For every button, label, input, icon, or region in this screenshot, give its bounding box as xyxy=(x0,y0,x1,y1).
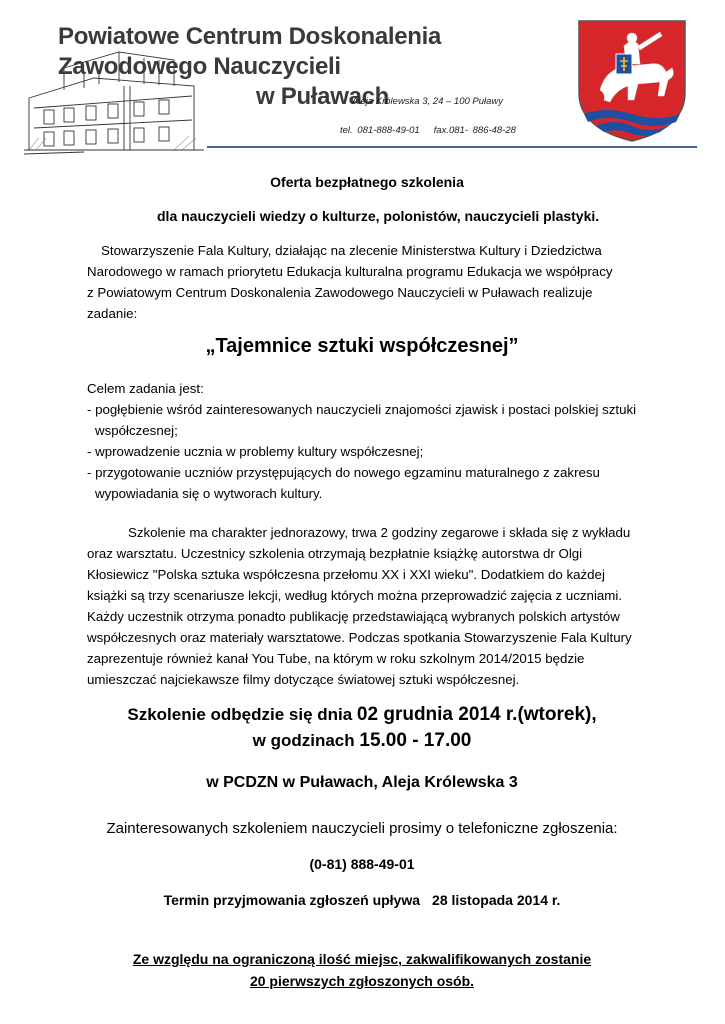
note-line: Ze względu na ograniczoną ilość miejsc, zakwalifikowanych zostanie xyxy=(132,951,592,967)
goals-list xyxy=(87,378,647,504)
description-line: współczesnych oraz materiały warsztatowe. Podczas spotkania Stowarzyszenie Fala Kultury xyxy=(87,630,632,645)
goal-item-continuation: współczesnej; xyxy=(95,423,178,438)
description-line: Kłosiewicz "Polska sztuka współczesna przełomu XX i XXI wieku". Dodatkiem do każdej xyxy=(87,567,605,582)
institution-name-line1: Powiatowe Centrum Doskonalenia Zawodowego Nauczycieli xyxy=(58,23,442,80)
deadline-label: Termin przyjmowania zgłoszeń upływa xyxy=(163,892,421,908)
fax: fax.081- 886-48-28 xyxy=(433,125,516,136)
goal-item: - przygotowanie uczniów przystępujących do nowego egzaminu maturalnego z zakresu xyxy=(87,465,600,480)
intro-paragraph xyxy=(87,240,632,324)
description-line: umieszczać najciekawsze filmy dotyczące światowej sztuki współczesnej. xyxy=(87,672,520,687)
institution-name-line2: w Puławach xyxy=(256,83,390,110)
intro-line: z Powiatowym Centrum Doskonalenia Zawodowego Nauczycieli w Puławach realizuje xyxy=(87,285,593,300)
registration-deadline xyxy=(87,890,637,911)
telephone: tel. 081-888-49-01 xyxy=(340,125,420,136)
letterhead xyxy=(0,0,725,160)
header-divider xyxy=(207,146,697,148)
training-hours: 15.00 - 17.00 xyxy=(359,730,472,751)
description-line: Każdy uczestnik otrzyma ponadto publikację przedstawiającą wybranych polskich artystów xyxy=(87,609,620,624)
deadline-date: 28 listopada 2014 r. xyxy=(432,892,561,908)
training-date: 02 grudnia 2014 r.(wtorek), xyxy=(356,704,597,725)
goal-item-continuation: wypowiadania się o wytworach kultury. xyxy=(95,486,323,501)
contact-line xyxy=(340,125,516,136)
description-paragraph xyxy=(87,522,635,690)
registration-phone: (0-81) 888-49-01 xyxy=(309,856,415,872)
training-date-line xyxy=(87,702,637,728)
description-line: Szkolenie ma charakter jednorazowy, trwa 2 godziny zegarowe i składa się z wykładu xyxy=(128,525,631,540)
description-line: zaprezentuje również kanał You Tube, na którym w roku szkolnym 2014/2015 będzie xyxy=(87,651,585,666)
intro-line: Narodowego w ramach priorytetu Edukacja kulturalna programu Edukacja we współpracy xyxy=(87,264,613,279)
intro-line: Stowarzyszenie Fala Kultury, działając na zlecenie Ministerstwa Kultury i Dziedzictwa xyxy=(101,243,602,258)
offer-heading: Oferta bezpłatnego szkolenia xyxy=(270,174,464,190)
project-title: „Tajemnice sztuki współczesnej” xyxy=(205,335,519,357)
limited-seats-note xyxy=(87,948,637,992)
goals-intro: Celem zadania jest: xyxy=(87,381,204,396)
training-date-block xyxy=(87,702,637,754)
address: Aleja Królewska 3, 24 – 100 Puławy xyxy=(352,96,504,107)
note-line: 20 pierwszych zgłoszonych osób. xyxy=(249,973,475,989)
intro-line: zadanie: xyxy=(87,306,138,321)
description-line: oraz warsztatu. Uczestnicy szkolenia otrzymają bezpłatnie książkę autorstwa dr Olgi xyxy=(87,546,583,561)
training-hours-line xyxy=(87,728,637,754)
training-place: w PCDZN w Puławach, Aleja Królewska 3 xyxy=(206,774,518,791)
coat-of-arms-icon xyxy=(576,18,688,144)
description-line: książki są trzy scenariusze lekcji, według których można przeprowadzić zajęcia z uczniami. xyxy=(87,588,623,603)
registration-invite: Zainteresowanych szkoleniem nauczycieli prosimy o telefoniczne zgłoszenia: xyxy=(106,820,618,837)
hours-prefix: w godzinach xyxy=(252,731,360,750)
goal-item: - wprowadzenie ucznia w problemy kultury współczesnej; xyxy=(87,444,424,459)
audience-heading: dla nauczycieli wiedzy o kulturze, polonistów, nauczycieli plastyki. xyxy=(157,208,600,224)
goal-item: - pogłębienie wśród zainteresowanych nauczycieli znajomości zjawisk i postaci polskiej sztuki xyxy=(87,402,637,417)
date-prefix: Szkolenie odbędzie się dnia xyxy=(127,705,357,724)
